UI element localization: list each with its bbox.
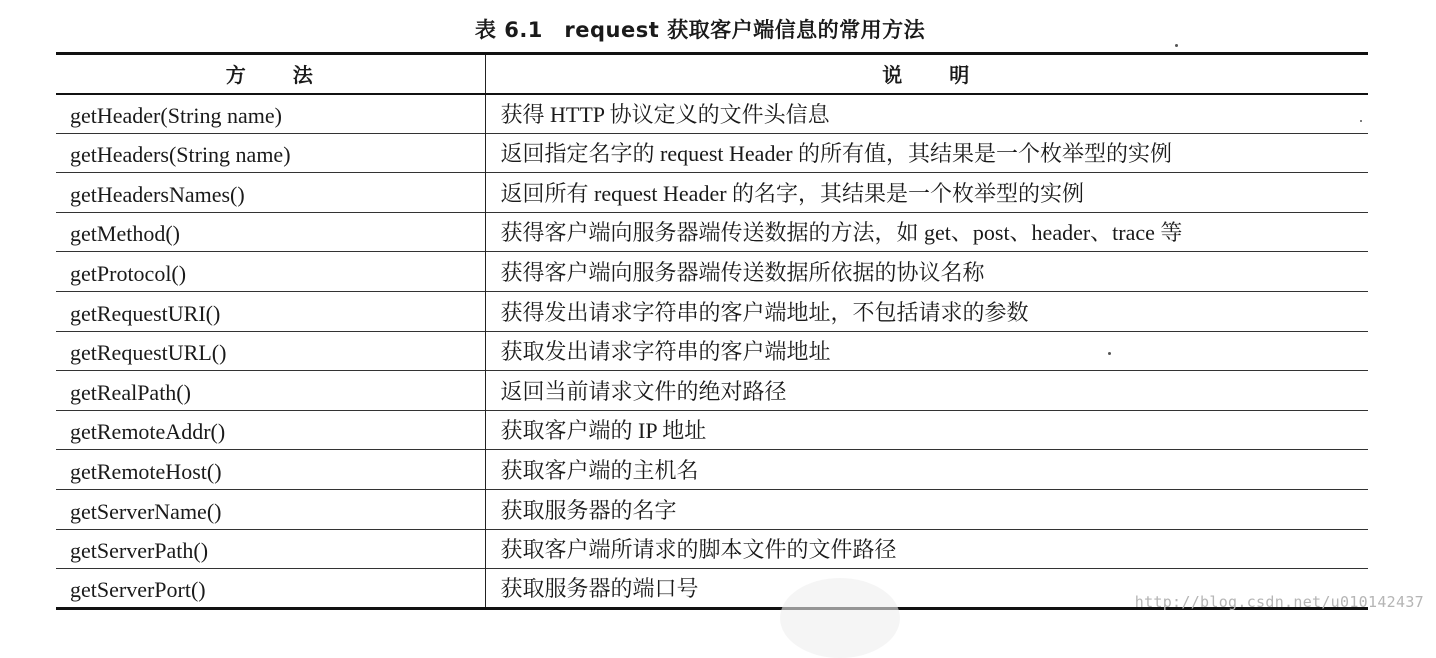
table-body bbox=[56, 94, 1368, 609]
description-cell: 获取客户端的 IP 地址 bbox=[485, 410, 1368, 450]
description-cell: 获得客户端向服务器端传送数据所依据的协议名称 bbox=[485, 252, 1368, 292]
method-cell: getHeader(String name) bbox=[70, 102, 282, 128]
scan-speck bbox=[1108, 352, 1111, 355]
description-cell: 返回当前请求文件的绝对路径 bbox=[485, 371, 1368, 411]
scan-speck bbox=[1360, 120, 1362, 122]
table-row bbox=[56, 252, 1368, 292]
description-cell: 获取服务器的名字 bbox=[485, 489, 1368, 529]
table-row bbox=[56, 489, 1368, 529]
method-cell: getServerPort() bbox=[70, 576, 206, 602]
header-method: 方 法 bbox=[225, 63, 315, 88]
description-cell: 获得 HTTP 协议定义的文件头信息 bbox=[485, 94, 1368, 134]
table-row bbox=[56, 173, 1368, 213]
description-cell: 获取客户端所请求的脚本文件的文件路径 bbox=[485, 529, 1368, 569]
method-cell: getRemoteHost() bbox=[70, 458, 222, 484]
table-row bbox=[56, 371, 1368, 411]
method-cell: getRemoteAddr() bbox=[70, 419, 226, 445]
method-cell: getServerPath() bbox=[70, 538, 209, 564]
method-cell: getHeaders(String name) bbox=[70, 142, 291, 168]
table-row bbox=[56, 450, 1368, 490]
description-cell: 返回指定名字的 request Header 的所有值，其结果是一个枚举型的实例 bbox=[485, 133, 1368, 173]
method-cell: getMethod() bbox=[70, 221, 180, 247]
table-row bbox=[56, 94, 1368, 134]
table-row bbox=[56, 291, 1368, 331]
watermark-url: http://blog.csdn.net/u010142437 bbox=[1134, 593, 1424, 611]
method-cell: getHeadersNames() bbox=[70, 181, 245, 207]
method-cell: getRequestURL() bbox=[70, 340, 227, 366]
table-row bbox=[56, 529, 1368, 569]
method-cell: getServerName() bbox=[70, 498, 222, 524]
methods-table bbox=[56, 52, 1368, 610]
description-cell: 获取发出请求字符串的客户端地址 bbox=[485, 331, 1368, 371]
method-cell: getRealPath() bbox=[70, 379, 191, 405]
header-row bbox=[56, 54, 1368, 94]
table-row bbox=[56, 133, 1368, 173]
description-cell: 获取服务器的端口号 bbox=[485, 569, 1368, 609]
table-header bbox=[56, 54, 1368, 94]
table-caption: 表 6.1 request 获取客户端信息的常用方法 bbox=[474, 18, 926, 42]
watermark-logo bbox=[780, 578, 900, 658]
method-cell: getRequestURI() bbox=[70, 300, 221, 326]
scan-speck bbox=[1175, 44, 1178, 47]
table-row bbox=[56, 410, 1368, 450]
description-cell: 获取客户端的主机名 bbox=[485, 450, 1368, 490]
header-description: 说 明 bbox=[485, 54, 1368, 94]
method-cell: getProtocol() bbox=[70, 260, 187, 286]
description-cell: 获得客户端向服务器端传送数据的方法，如 get、post、header、trace 等 bbox=[485, 212, 1368, 252]
description-cell: 获得发出请求字符串的客户端地址，不包括请求的参数 bbox=[485, 291, 1368, 331]
table-row bbox=[56, 212, 1368, 252]
description-cell: 返回所有 request Header 的名字，其结果是一个枚举型的实例 bbox=[485, 173, 1368, 213]
table-row bbox=[56, 331, 1368, 371]
